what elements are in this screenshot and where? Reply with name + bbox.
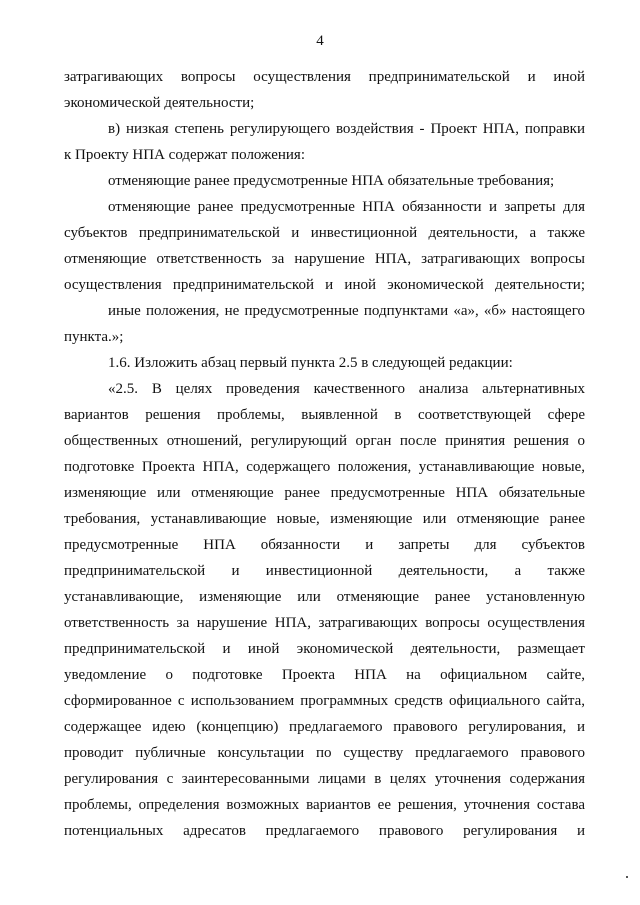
text-line: проводит публичные консультации по существу предлагаемого правового — [64, 745, 585, 761]
text-line: субъектов предпринимательской и инвестиционной деятельности, а также — [64, 225, 585, 241]
text-line: отменяющие ранее предусмотренные НПА обязанности и запреты для — [108, 199, 585, 215]
text-line: подготовке Проекта НПА, содержащего положения, устанавливающие новые, — [64, 459, 585, 475]
text-line: иные положения, не предусмотренные подпунктами «а», «б» настоящего — [108, 303, 585, 319]
text-line: предусмотренные НПА обязанности и запреты для субъектов — [64, 537, 585, 553]
text-line: предпринимательской и иной экономической деятельности, размещает — [64, 641, 585, 657]
text-line: требования, устанавливающие новые, изменяющие или отменяющие ранее — [64, 511, 585, 527]
text-line: уведомление о подготовке Проекта НПА на официальном сайте, — [64, 667, 585, 683]
text-line: устанавливающие, изменяющие или отменяющие ранее установленную — [64, 589, 585, 605]
text-line: предпринимательской и инвестиционной деятельности, а также — [64, 563, 585, 579]
text-line: вариантов решения проблемы, выявленной в соответствующей сфере — [64, 407, 585, 423]
page-number: 4 — [316, 33, 324, 49]
scan-speck — [626, 876, 628, 878]
text-line: экономической деятельности; — [64, 95, 255, 111]
text-line: потенциальных адресатов предлагаемого правового регулирования и — [64, 823, 585, 839]
text-line: «2.5. В целях проведения качественного анализа альтернативных — [108, 381, 585, 397]
text-line: 1.6. Изложить абзац первый пункта 2.5 в следующей редакции: — [108, 355, 513, 371]
text-line: отменяющие ответственность за нарушение НПА, затрагивающих вопросы — [64, 251, 585, 267]
text-line: регулирования с заинтересованными лицами в целях уточнения содержания — [64, 771, 585, 787]
text-line: в) низкая степень регулирующего воздействия - Проект НПА, поправки — [108, 121, 585, 137]
text-line: к Проекту НПА содержат положения: — [64, 147, 305, 163]
text-line: сформированное с использованием программных средств официального сайта, — [64, 693, 585, 709]
text-line: изменяющие или отменяющие ранее предусмотренные НПА обязательные — [64, 485, 585, 501]
text-line: отменяющие ранее предусмотренные НПА обязательные требования; — [108, 173, 555, 189]
text-line: ответственность за нарушение НПА, затрагивающих вопросы осуществления — [64, 615, 585, 631]
text-line: общественных отношений, регулирующий орган после принятия решения о — [64, 433, 585, 449]
text-line: осуществления предпринимательской и иной экономической деятельности; — [64, 277, 585, 293]
text-line: пункта.»; — [64, 329, 124, 345]
text-line: затрагивающих вопросы осуществления предпринимательской и иной — [64, 69, 585, 85]
text-line: содержащее идею (концепцию) предлагаемого правового регулирования, и — [64, 719, 585, 735]
text-line: проблемы, определения возможных вариантов ее решения, уточнения состава — [64, 797, 585, 813]
